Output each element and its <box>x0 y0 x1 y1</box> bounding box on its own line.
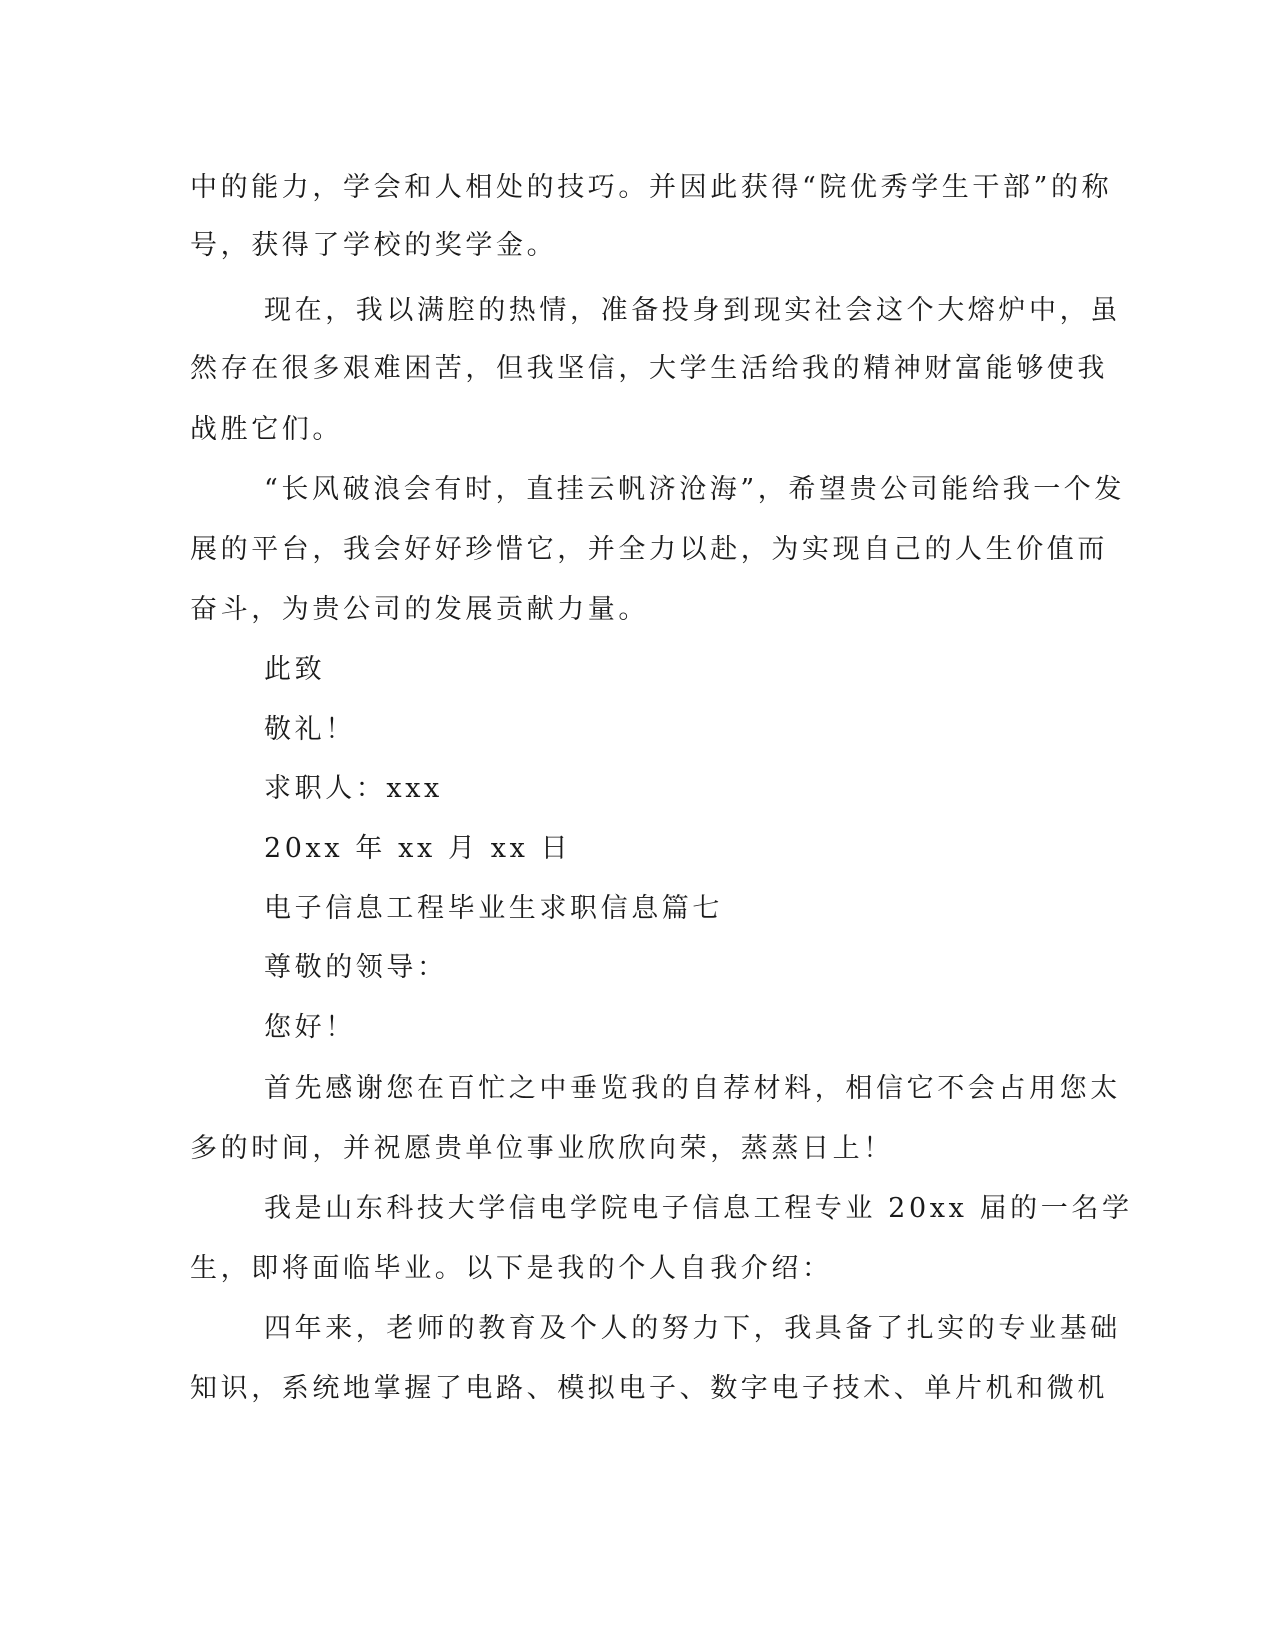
text-line: 现在，我以满腔的热情，准备投身到现实社会这个大熔炉中，虽 <box>264 295 1121 326</box>
text-line: 多的时间，并祝愿贵单位事业欣欣向荣，蒸蒸日上！ <box>190 1133 894 1164</box>
section-heading: 电子信息工程毕业生求职信息篇七 <box>264 893 723 924</box>
text-line: 此致 <box>264 654 326 685</box>
text-line: “长风破浪会有时，直挂云帆济沧海”，希望贵公司能给我一个发 <box>264 474 1126 505</box>
text-line: 四年来，老师的教育及个人的努力下，我具备了扎实的专业基础 <box>264 1313 1121 1344</box>
text-line: 中的能力，学会和人相处的技巧。并因此获得“院优秀学生干部”的称 <box>190 172 1113 203</box>
text-line: 敬礼！ <box>264 714 356 745</box>
text-line: 知识，系统地掌握了电路、模拟电子、数字电子技术、单片机和微机 <box>190 1373 1108 1404</box>
text-line: 号，获得了学校的奖学金。 <box>190 230 558 261</box>
text-line: 尊敬的领导： <box>264 952 448 983</box>
text-line: 战胜它们。 <box>190 414 343 445</box>
text-line: 我是山东科技大学信电学院电子信息工程专业 20xx 届的一名学 <box>264 1193 1133 1224</box>
text-line: 展的平台，我会好好珍惜它，并全力以赴，为实现自己的人生价值而 <box>190 534 1108 565</box>
text-line: 20xx 年 xx 月 xx 日 <box>264 833 572 864</box>
text-line: 生，即将面临毕业。以下是我的个人自我介绍： <box>190 1253 833 1284</box>
text-line: 首先感谢您在百忙之中垂览我的自荐材料，相信它不会占用您太 <box>264 1073 1121 1104</box>
text-line: 求职人：xxx <box>264 773 443 804</box>
text-line: 奋斗，为贵公司的发展贡献力量。 <box>190 594 649 625</box>
text-line: 然存在很多艰难困苦，但我坚信，大学生活给我的精神财富能够使我 <box>190 353 1108 384</box>
text-line: 您好！ <box>264 1012 356 1043</box>
